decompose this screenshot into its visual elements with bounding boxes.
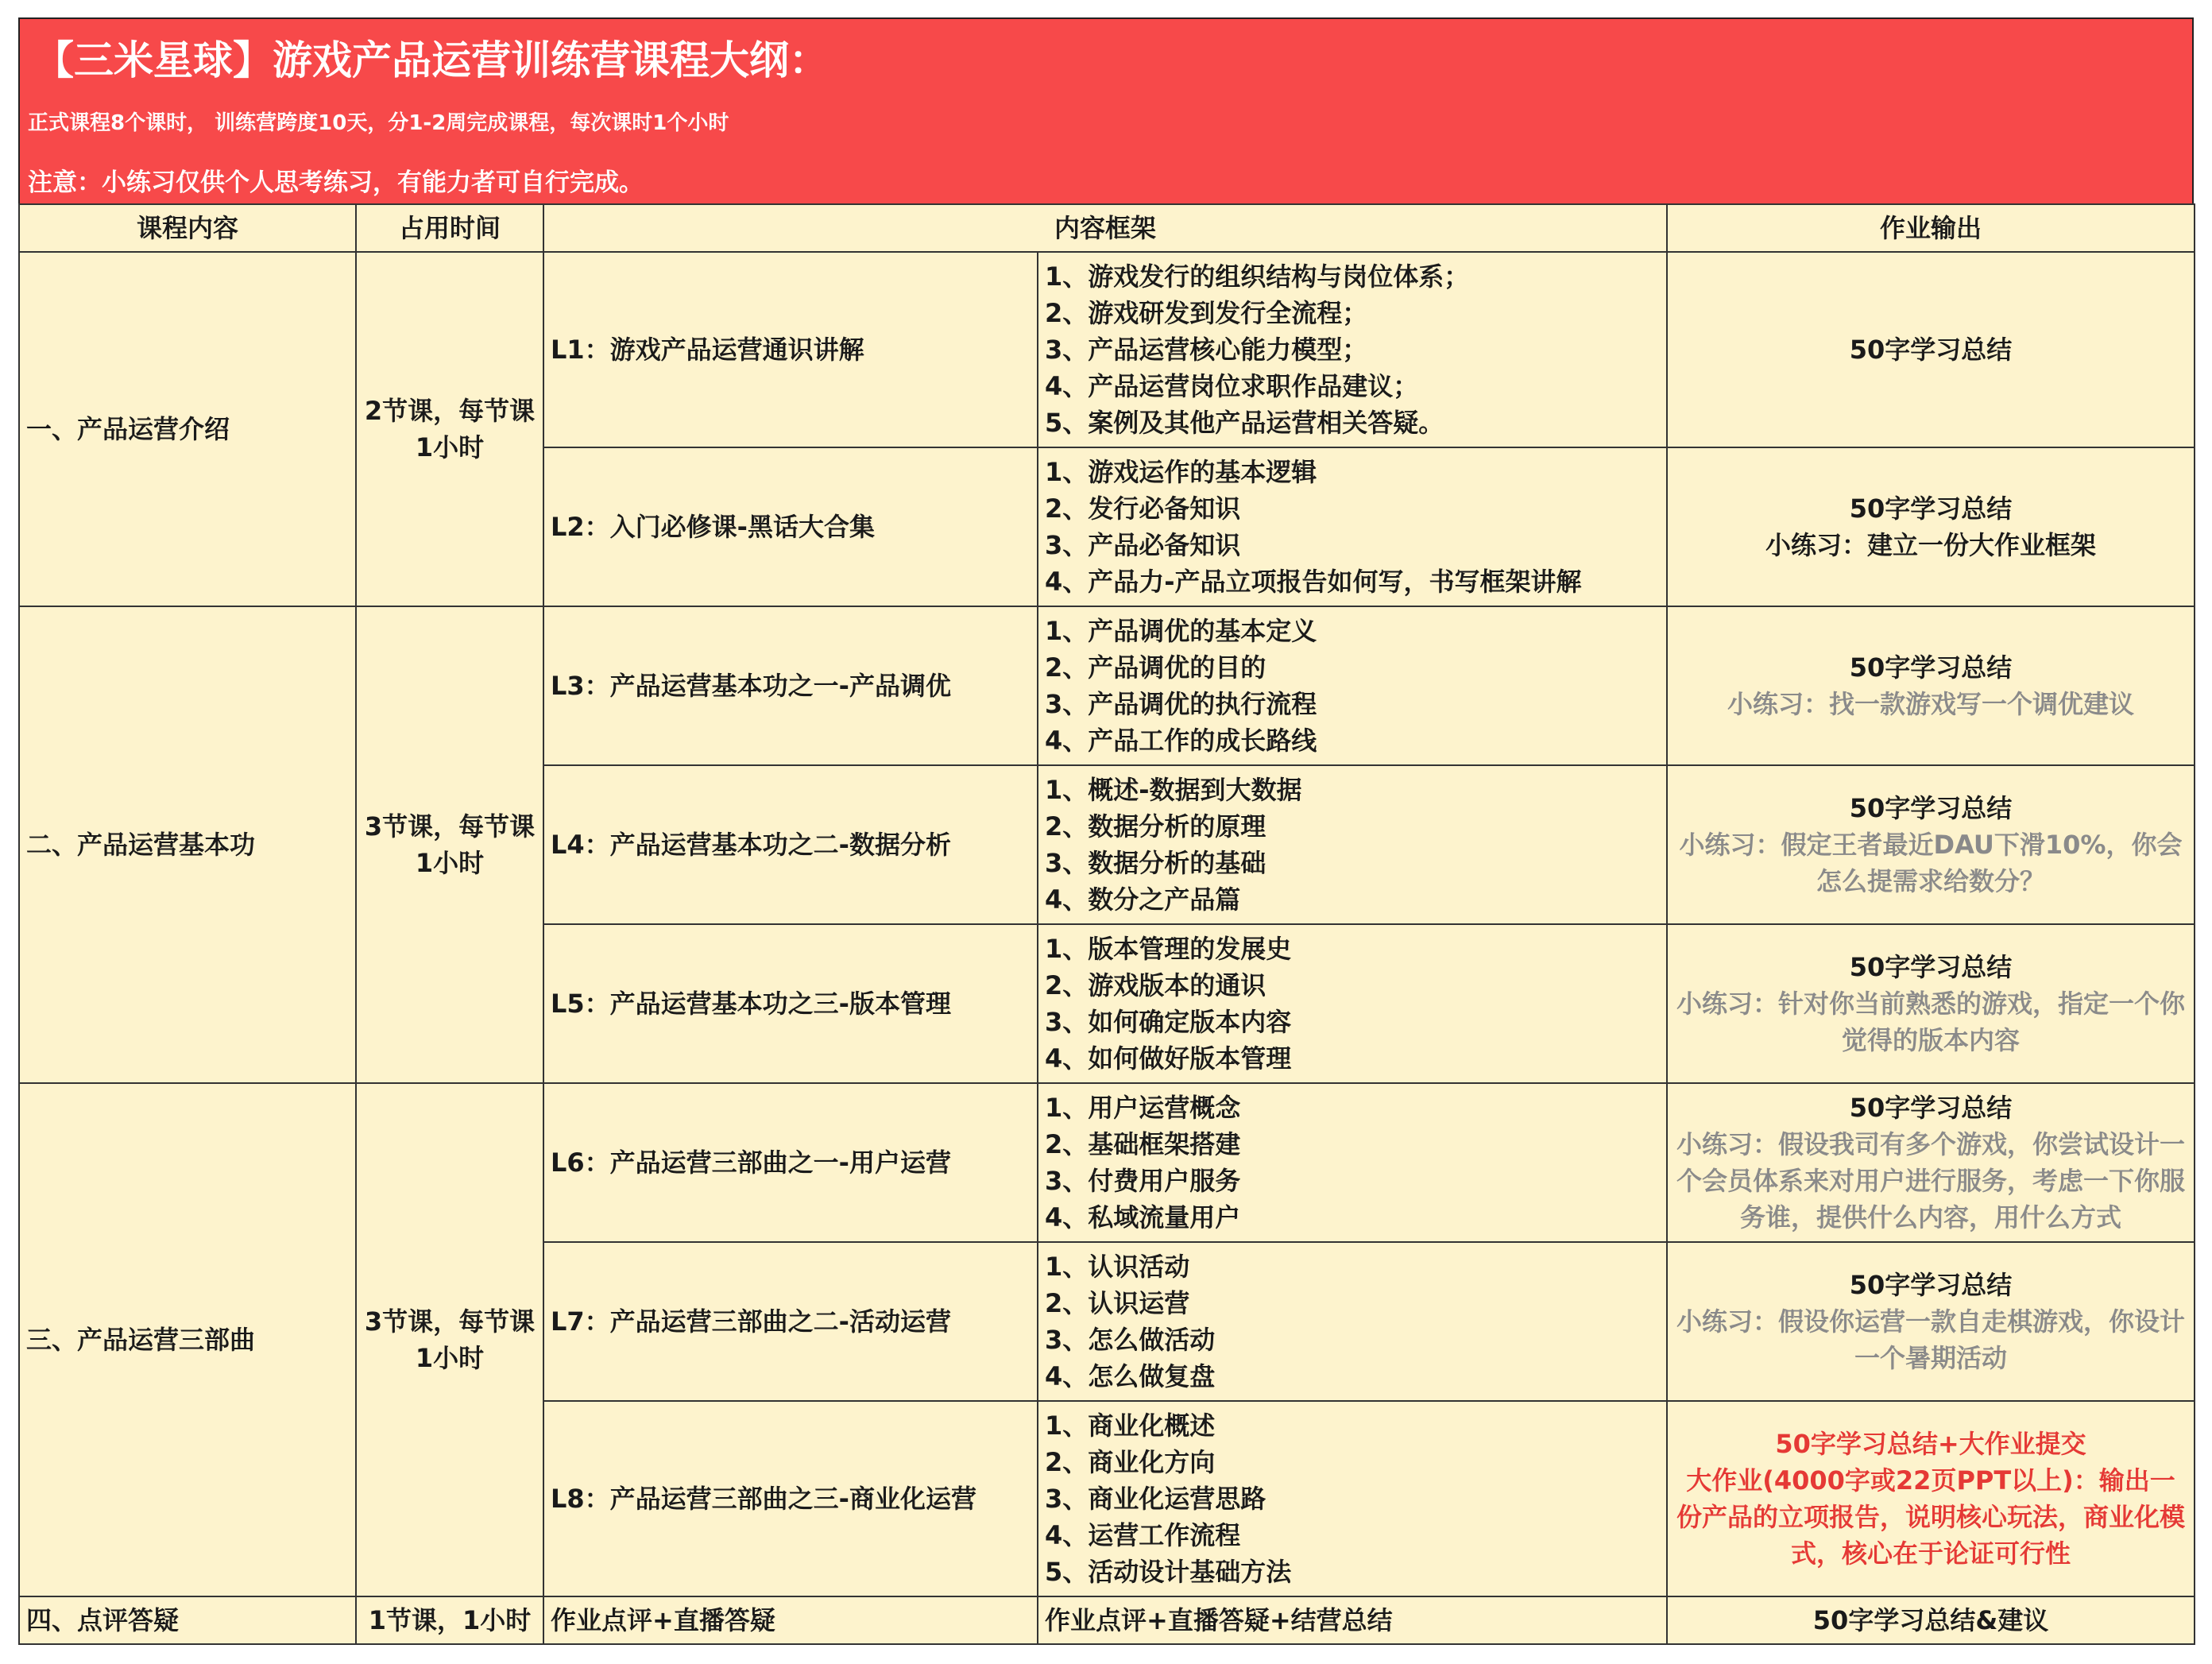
module-name: 四、点评答疑	[19, 1596, 356, 1644]
point-item: 1、概述-数据到大数据	[1045, 775, 1302, 805]
point-item: 4、私域流量用户	[1045, 1202, 1241, 1233]
point-item: 2、游戏研发到发行全流程；	[1045, 298, 1368, 328]
table-header-row	[19, 204, 2195, 252]
point-item: 5、活动设计基础方法	[1045, 1557, 1292, 1587]
module-time: 3节课，每节课1小时	[356, 606, 543, 1083]
course-note: 注意：小练习仅供个人思考练习，有能力者可自行完成。	[28, 168, 644, 197]
module-name: 一、产品运营介绍	[19, 252, 356, 606]
point-item: 1、版本管理的发展史	[1045, 934, 1292, 964]
point-item: 2、发行必备知识	[1045, 493, 1241, 524]
point-item: 3、如何确定版本内容	[1045, 1007, 1292, 1037]
practice-text: 小练习：假设你运营一款自走棋游戏，你设计一个暑期活动	[1676, 1306, 2186, 1373]
point-item: 4、产品运营岗位求职作品建议；	[1045, 371, 1419, 401]
page-title: 【三米星球】游戏产品运营训练营课程大纲：	[34, 37, 829, 83]
point-item: 1、游戏发行的组织结构与岗位体系；	[1045, 261, 1470, 292]
homework-summary: 50字学习总结	[1849, 952, 2013, 982]
practice-text: 小练习：找一款游戏写一个调优建议	[1727, 689, 2135, 719]
point-item: 1、商业化概述	[1045, 1411, 1216, 1441]
point-item: 4、怎么做复盘	[1045, 1361, 1216, 1391]
lesson-title: L7：产品运营三部曲之二-活动运营	[543, 1242, 1038, 1401]
lesson-title: L8：产品运营三部曲之三-商业化运营	[543, 1401, 1038, 1596]
point-item: 1、认识活动	[1045, 1252, 1190, 1282]
lesson-title: L2：入门必修课-黑话大合集	[543, 447, 1038, 606]
module-name: 二、产品运营基本功	[19, 606, 356, 1083]
module-time: 1节课，1小时	[356, 1596, 543, 1644]
module-name: 三、产品运营三部曲	[19, 1083, 356, 1596]
practice-text: 小练习：假定王者最近DAU下滑10%，你会怎么提需求给数分？	[1679, 830, 2183, 896]
point-item: 2、商业化方向	[1045, 1447, 1216, 1477]
point-item: 2、基础框架搭建	[1045, 1129, 1241, 1159]
lesson-points	[1038, 1401, 1667, 1596]
homework-cell	[1667, 1083, 2195, 1242]
lesson-title: L1：游戏产品运营通识讲解	[543, 252, 1038, 447]
lesson-title: 作业点评+直播答疑	[543, 1596, 1038, 1644]
point-item: 4、数分之产品篇	[1045, 884, 1241, 915]
point-item: 3、怎么做活动	[1045, 1325, 1216, 1355]
lesson-points	[1038, 1242, 1667, 1401]
lesson-title: L5：产品运营基本功之三-版本管理	[543, 924, 1038, 1083]
point-item: 3、产品调优的执行流程	[1045, 689, 1317, 719]
point-item: 1、游戏运作的基本逻辑	[1045, 457, 1317, 487]
point-item: 4、产品工作的成长路线	[1045, 726, 1317, 756]
point-item: 3、数据分析的基础	[1045, 848, 1266, 878]
homework-cell	[1667, 606, 2195, 765]
major-assignment: 大作业(4000字或22页PPT以上)：输出一份产品的立项报告，说明核心玩法，商业化模式，核心在于论证可行性	[1676, 1465, 2186, 1569]
homework-cell	[1667, 447, 2195, 606]
point-item: 4、如何做好版本管理	[1045, 1043, 1292, 1074]
point-item: 3、付费用户服务	[1045, 1166, 1241, 1196]
homework-summary: 50字学习总结	[1849, 493, 2013, 524]
point-item: 3、商业化运营思路	[1045, 1484, 1266, 1514]
homework-summary: 50字学习总结	[1849, 335, 2013, 365]
module-time: 2节课，每节课1小时	[356, 252, 543, 606]
table-row	[19, 1083, 2195, 1242]
syllabus-table	[18, 203, 2195, 1645]
point-item: 2、认识运营	[1045, 1288, 1190, 1318]
lesson-title: L3：产品运营基本功之一-产品调优	[543, 606, 1038, 765]
table-row	[19, 606, 2195, 765]
lesson-title: L6：产品运营三部曲之一-用户运营	[543, 1083, 1038, 1242]
point-item: 1、用户运营概念	[1045, 1093, 1241, 1123]
header-time: 占用时间	[356, 204, 543, 252]
homework-summary: 50字学习总结	[1849, 793, 2013, 823]
homework-cell: 50字学习总结&建议	[1667, 1596, 2195, 1644]
point-item: 3、产品必备知识	[1045, 530, 1241, 560]
homework-summary: 50字学习总结	[1849, 652, 2013, 683]
syllabus-sheet	[18, 17, 2194, 1645]
homework-cell	[1667, 765, 2195, 924]
point-item: 2、产品调优的目的	[1045, 652, 1266, 683]
homework-cell	[1667, 252, 2195, 447]
point-item: 3、产品运营核心能力模型；	[1045, 335, 1368, 365]
homework-cell	[1667, 924, 2195, 1083]
lesson-points	[1038, 606, 1667, 765]
practice-text: 小练习：建立一份大作业框架	[1765, 530, 2097, 560]
point-item: 4、运营工作流程	[1045, 1520, 1241, 1550]
table-row-final	[19, 1596, 2195, 1644]
lesson-title: L4：产品运营基本功之二-数据分析	[543, 765, 1038, 924]
header-framework: 内容框架	[543, 204, 1667, 252]
homework-summary: 50字学习总结	[1849, 1270, 2013, 1300]
homework-summary: 50字学习总结	[1849, 1093, 2013, 1123]
point-item: 5、案例及其他产品运营相关答疑。	[1045, 408, 1444, 438]
lesson-points	[1038, 447, 1667, 606]
point-item: 4、产品力-产品立项报告如何写，书写框架讲解	[1045, 567, 1582, 597]
table-row	[19, 252, 2195, 447]
header-content: 课程内容	[19, 204, 356, 252]
homework-cell	[1667, 1242, 2195, 1401]
header-banner	[18, 17, 2194, 203]
point-item: 2、数据分析的原理	[1045, 811, 1266, 842]
homework-cell	[1667, 1401, 2195, 1596]
header-homework: 作业输出	[1667, 204, 2195, 252]
lesson-points	[1038, 1083, 1667, 1242]
lesson-points	[1038, 924, 1667, 1083]
homework-summary: 50字学习总结+大作业提交	[1775, 1429, 2086, 1459]
lesson-points	[1038, 765, 1667, 924]
lesson-points: 作业点评+直播答疑+结营总结	[1038, 1596, 1667, 1644]
course-subtitle: 正式课程8个课时， 训练营跨度10天，分1-2周完成课程，每次课时1个小时	[28, 111, 729, 135]
point-item: 2、游戏版本的通识	[1045, 970, 1266, 1000]
point-item: 1、产品调优的基本定义	[1045, 616, 1317, 646]
practice-text: 小练习：假设我司有多个游戏，你尝试设计一个会员体系来对用户进行服务，考虑一下你服务谁，提供什么内容，用什么方式	[1676, 1129, 2186, 1233]
lesson-points	[1038, 252, 1667, 447]
practice-text: 小练习：针对你当前熟悉的游戏，指定一个你觉得的版本内容	[1676, 989, 2186, 1055]
module-time: 3节课，每节课1小时	[356, 1083, 543, 1596]
